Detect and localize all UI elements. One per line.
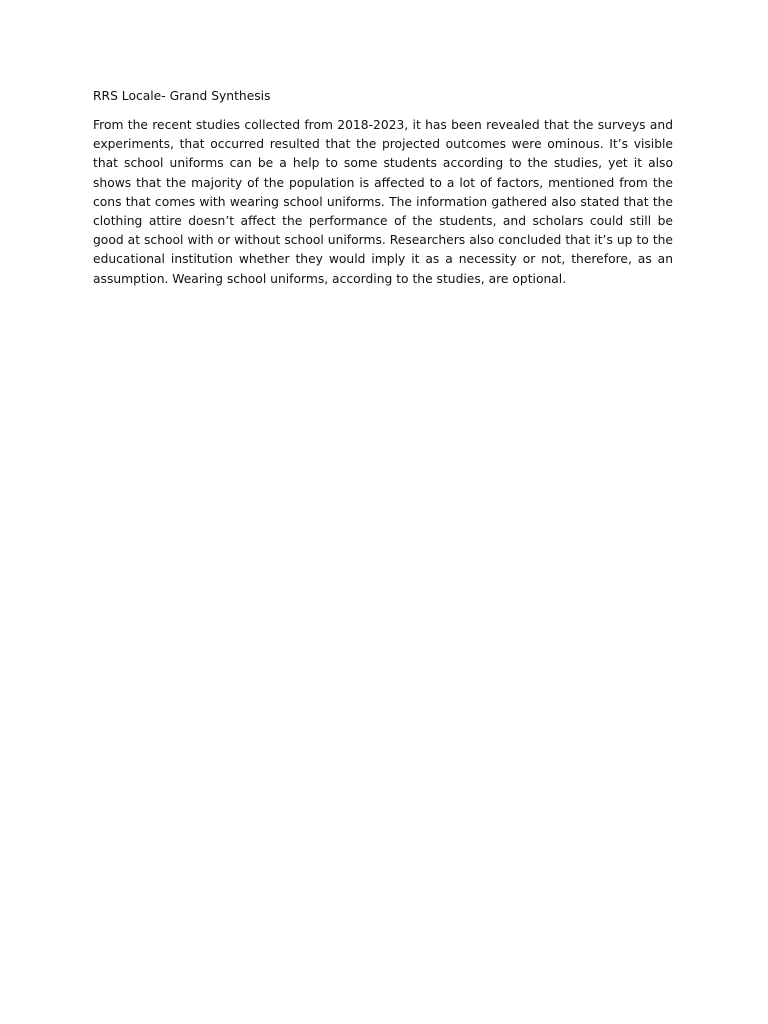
document-paragraph: From the recent studies collected from 2018-2023, it has been revealed that the surveys and experiments, that occurred resulted that the projected outcomes were ominous. It’s visible that school uniforms can be a help to some students according to the studies, yet it also shows that the majority of the population is affected to a lot of factors, mentioned from the cons that comes with wearing school uniforms. The information gathered also stated that the clothing attire doesn’t affect the performance of the students, and scholars could still be good at school with or without school uniforms. Researchers also concluded that it’s up to the educational institution whether they would imply it as a necessity or not, therefore, as an assumption. Wearing school uniforms, according to the studies, are optional.: [93, 118, 673, 286]
document-title: RRS Locale- Grand Synthesis: [93, 89, 271, 103]
document-content: [93, 87, 673, 289]
